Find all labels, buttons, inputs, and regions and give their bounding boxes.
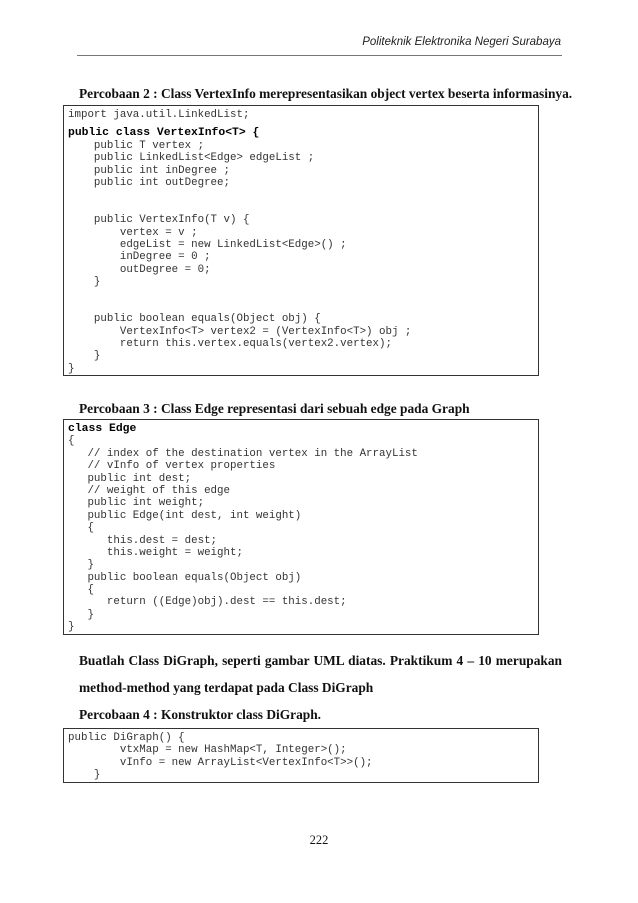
- code-line: [68, 288, 538, 300]
- code-block-vertexinfo: [63, 105, 539, 376]
- code-line: inDegree = 0 ;: [68, 251, 211, 264]
- code-line: vertex = v ;: [68, 226, 198, 239]
- code-line: }: [68, 350, 101, 363]
- percobaan3-heading: Percobaan 3 : Class Edge representasi dari sebuah edge pada Graph: [79, 401, 470, 416]
- code-line: // weight of this edge: [68, 484, 230, 497]
- code-line: this.dest = dest;: [68, 534, 218, 547]
- code-line: // index of the destination vertex in the ArrayList: [68, 447, 418, 460]
- code-line: }: [68, 276, 101, 289]
- paragraph-line: Buatlah Class DiGraph, seperti gambar UML diatas. Praktikum 4 – 10 merupakan: [79, 653, 562, 668]
- code-line: outDegree = 0;: [68, 263, 211, 276]
- code-line: public VertexInfo(T v) {: [68, 214, 250, 227]
- code-line: public class VertexInfo<T> {: [68, 127, 260, 140]
- code-block-digraph-constructor: [63, 728, 539, 783]
- code-line: public int dest;: [68, 472, 192, 485]
- code-block-edge: [63, 419, 539, 635]
- page-number: 222: [309, 833, 329, 847]
- code-line: vInfo = new ArrayList<VertexInfo<T>>();: [68, 756, 373, 769]
- code-line: [68, 189, 538, 201]
- code-line: public int weight;: [68, 497, 205, 510]
- code-line: public Edge(int dest, int weight): [68, 509, 302, 522]
- code-line: VertexInfo<T> vertex2 = (VertexInfo<T>) obj ;: [68, 325, 412, 338]
- code-line: }: [68, 621, 75, 634]
- code-line: return ((Edge)obj).dest == this.dest;: [68, 596, 347, 609]
- percobaan2-heading: Percobaan 2 : Class VertexInfo merepresentasikan object vertex beserta informasinya.: [79, 86, 573, 101]
- code-line: {: [68, 522, 94, 535]
- code-line: vtxMap = new HashMap<T, Integer>();: [68, 744, 347, 757]
- code-line: public LinkedList<Edge> edgeList ;: [68, 152, 315, 165]
- code-line: class Edge: [68, 423, 137, 435]
- code-line: {: [68, 584, 94, 597]
- header-rule: [77, 55, 562, 56]
- code-line: return this.vertex.equals(vertex2.vertex);: [68, 338, 392, 351]
- code-line: public DiGraph() {: [68, 732, 185, 744]
- code-line: public T vertex ;: [68, 139, 205, 152]
- code-line: public int inDegree ;: [68, 164, 230, 177]
- code-line: }: [68, 608, 94, 621]
- instruction-paragraph: [79, 647, 562, 728]
- code-line: }: [68, 559, 94, 572]
- header-institution: Politeknik Elektronika Negeri Surabaya: [362, 36, 561, 48]
- code-line: // vInfo of vertex properties: [68, 460, 276, 473]
- code-line: public boolean equals(Object obj) {: [68, 313, 321, 326]
- code-line: }: [68, 769, 101, 782]
- code-line: import java.util.LinkedList;: [68, 109, 250, 121]
- code-line: [68, 202, 538, 214]
- code-line: }: [68, 362, 75, 375]
- code-line: [68, 301, 538, 313]
- code-line: {: [68, 435, 75, 448]
- code-line: this.weight = weight;: [68, 546, 243, 559]
- percobaan4-heading: Percobaan 4 : Konstruktor class DiGraph.: [79, 707, 322, 722]
- code-line: public int outDegree;: [68, 176, 230, 189]
- paragraph-line: method-method yang terdapat pada Class DiGraph: [79, 680, 374, 695]
- code-line: public boolean equals(Object obj): [68, 571, 302, 584]
- code-line: edgeList = new LinkedList<Edge>() ;: [68, 238, 347, 251]
